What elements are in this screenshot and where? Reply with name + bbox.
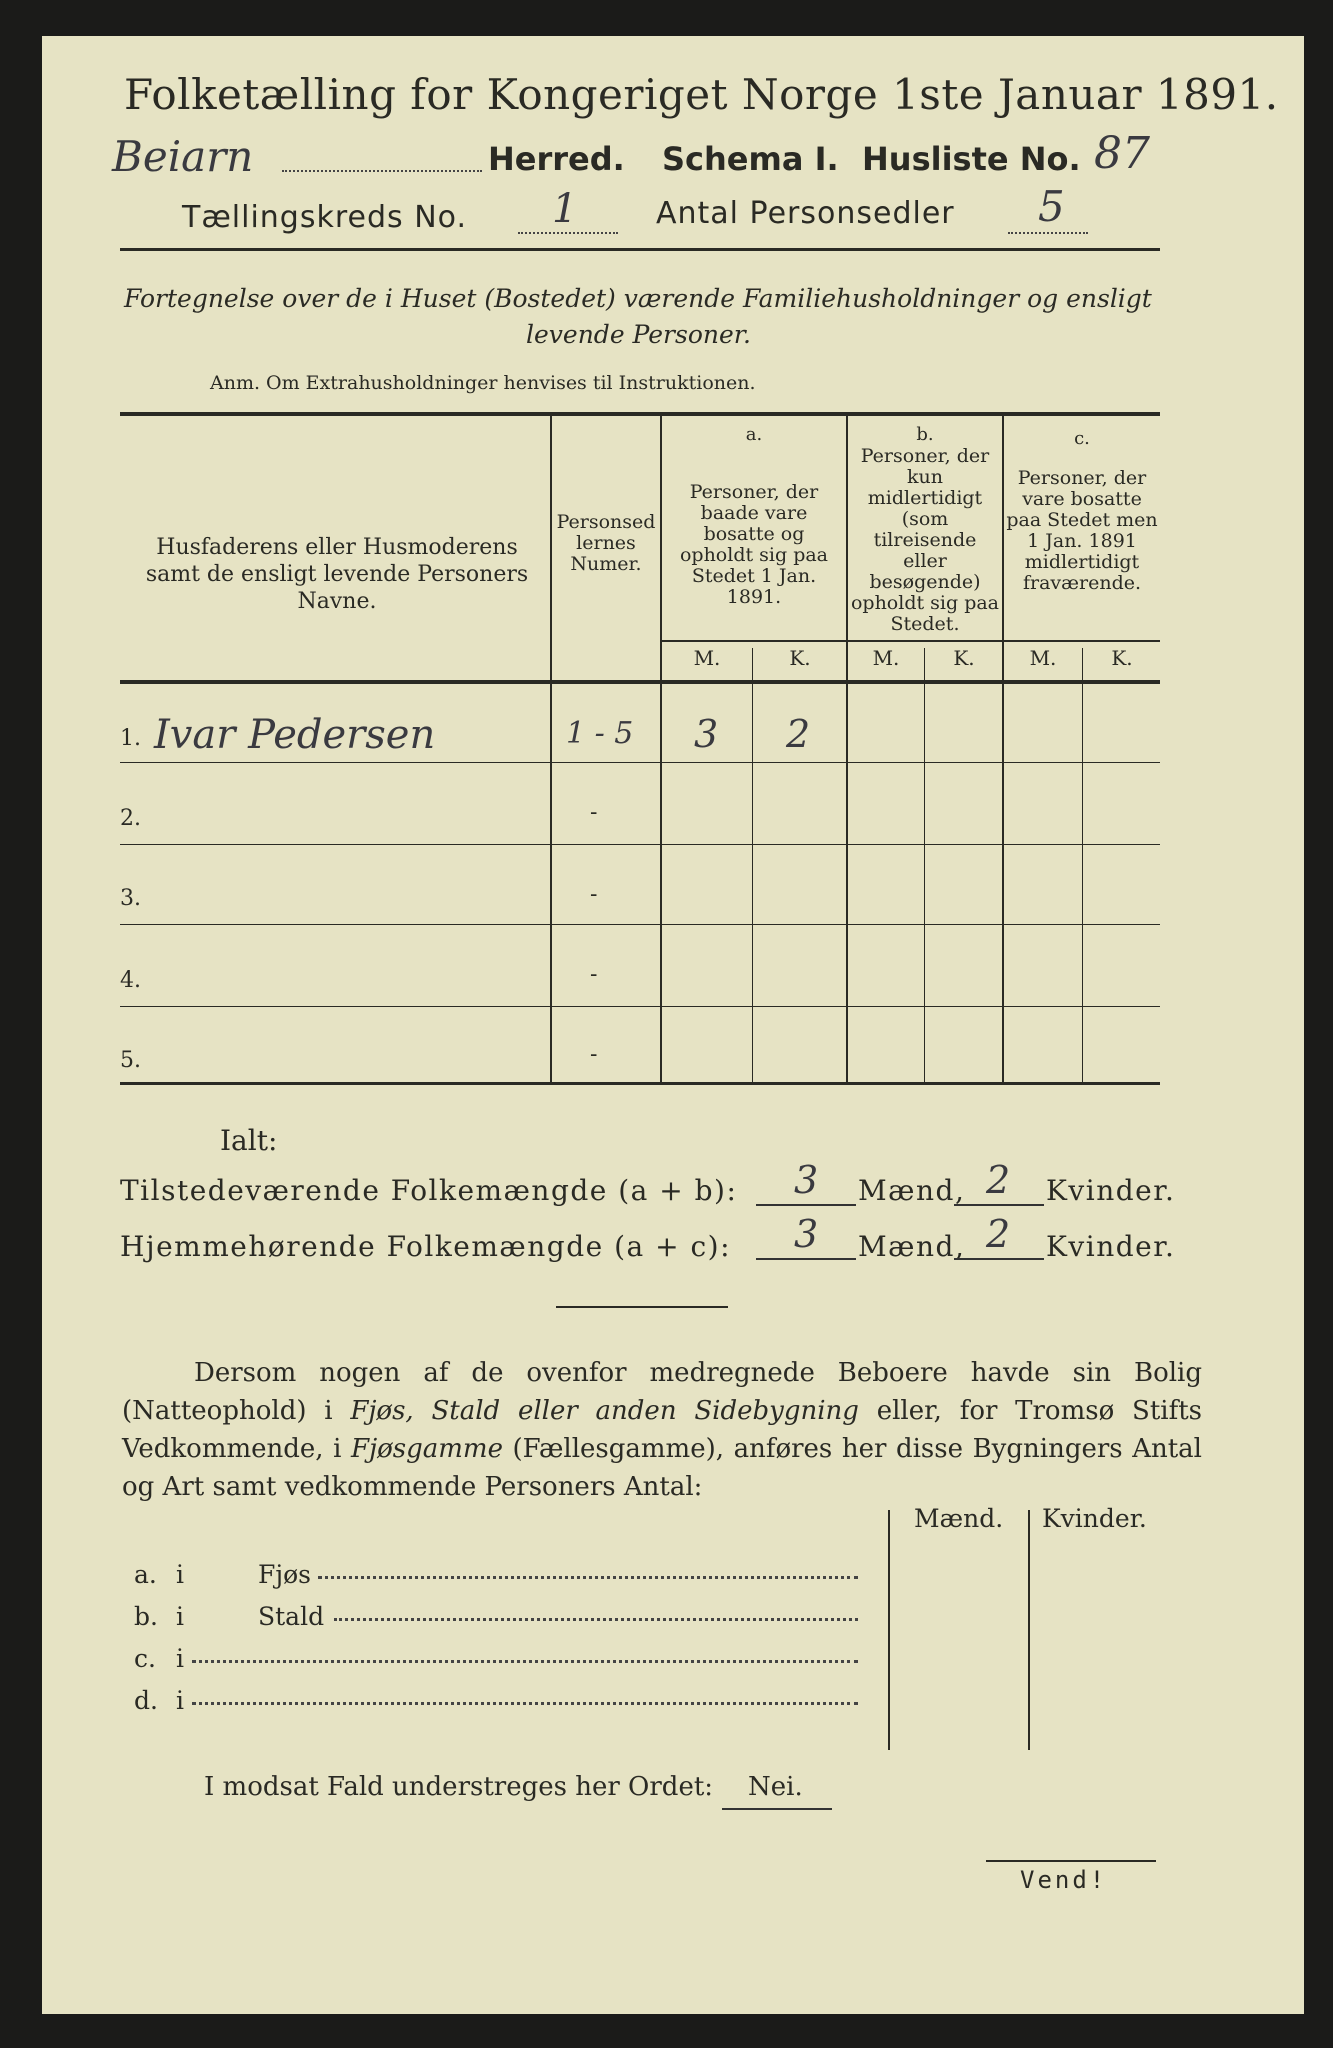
col-divider-b-mk — [924, 648, 925, 1082]
row-number: 2. — [120, 806, 141, 831]
nei-word: Nei. — [748, 1772, 803, 1802]
bygning-item-i: i — [176, 1560, 184, 1589]
vend-rule — [986, 1860, 1156, 1862]
vend-text: Vend! — [1020, 1866, 1108, 1894]
col-c-text: Personer, der vare bosatte paa Stedet men 1 Jan. 1891 midlertidigt fraværende. — [1006, 467, 1158, 594]
bygning-col-divider-2 — [1028, 1510, 1030, 1750]
bygning-item-i: i — [176, 1644, 184, 1673]
bygning-item-letter: d. — [134, 1686, 158, 1715]
hjemme-k-underline — [954, 1258, 1044, 1260]
col-b-text: Personer, der kun midlertidigt (som tilreisende eller besøgende) opholdt sig paa Stedet. — [850, 445, 1000, 635]
col-divider-c-mk — [1082, 648, 1083, 1082]
tilstede-label: Tilstedeværende Folkemængde (a + b): — [120, 1174, 738, 1207]
intro-line1: Fortegnelse over de i Huset (Bostedet) værende Familiehusholdninger og ensligt — [124, 284, 1152, 313]
col-divider-2 — [660, 416, 662, 1082]
row-rule — [120, 844, 1160, 845]
col-name-header: Husfaderens eller Husmoderens samt de ensligt levende Personers Navne. — [145, 535, 529, 614]
bygning-item-letter: a. — [134, 1560, 157, 1589]
personsedler-label: Antal Personsedler — [656, 196, 955, 231]
row-number: 1. — [120, 726, 141, 751]
anm-note: Anm. Om Extrahusholdninger henvises til Instruktionen. — [210, 372, 756, 394]
intro-line2: levende Personer. — [526, 320, 751, 349]
hjemme-label: Hjemmehørende Folkemængde (a + c): — [120, 1230, 731, 1263]
hjemme-maend: Mænd, — [858, 1230, 966, 1263]
bygning-col-maend: Mænd. — [914, 1504, 1004, 1533]
table-bottom-rule — [120, 1082, 1160, 1085]
row-persnum: 1 - 5 — [566, 716, 634, 751]
bygning-para-italic1: Fjøs, Stald eller anden Sidebygning — [350, 1396, 859, 1426]
personsedler-dotted-line — [1008, 232, 1088, 234]
husliste-value: 87 — [1094, 128, 1150, 179]
mk-header-rule — [662, 640, 1160, 642]
col-c-k-label: K. — [1111, 646, 1133, 670]
tilstede-k-underline — [954, 1204, 1044, 1206]
bygning-item-dots — [192, 1660, 858, 1663]
schema-label: Schema I. — [662, 140, 839, 178]
header-rule — [120, 248, 1160, 251]
bygning-para-3: (Fællesgamme), anføres her disse Bygningers Antal og Art samt vedkommende Personers Antal: — [122, 1434, 1202, 1502]
col-num-header: Personsedlernes Numer. — [556, 511, 656, 575]
bygning-item-label: Fjøs — [258, 1560, 311, 1589]
tilstede-k-value: 2 — [986, 1158, 1011, 1202]
hjemme-m-underline — [756, 1258, 856, 1260]
separator-rule — [556, 1306, 728, 1308]
tilstede-maend: Mænd, — [858, 1174, 966, 1207]
herred-dotted-line — [282, 170, 482, 172]
bygning-para-italic2: Fjøsgamme — [351, 1434, 503, 1464]
bygning-para-2: eller, for Tromsø Stifts Vedkommende, i — [122, 1396, 1202, 1464]
bygning-paragraph — [122, 1354, 1202, 1506]
col-b-k-label: K. — [953, 646, 975, 670]
herred-label: Herred. — [488, 140, 625, 178]
row-a-k: 2 — [786, 712, 811, 756]
table-header-bottom-rule — [120, 680, 1160, 684]
table-top-rule — [120, 412, 1160, 416]
hjemme-k-value: 2 — [986, 1212, 1011, 1256]
row-number: 4. — [120, 968, 141, 993]
bygning-col-divider-1 — [888, 1510, 890, 1750]
nei-underline — [722, 1808, 832, 1810]
col-divider-4 — [1002, 416, 1004, 1082]
col-b-m-label: M. — [872, 646, 900, 670]
bygning-item-dots — [192, 1702, 858, 1705]
tilstede-kvinder: Kvinder. — [1046, 1174, 1176, 1207]
col-c-m-label: M. — [1029, 646, 1057, 670]
col-c-letter: c. — [1074, 428, 1090, 449]
hjemme-kvinder: Kvinder. — [1046, 1230, 1176, 1263]
row-rule — [120, 762, 1160, 763]
form-title: Folketælling for Kongeriget Norge 1ste Januar 1891. — [124, 70, 1279, 119]
row-persnum: - — [590, 1042, 598, 1067]
row-name: Ivar Pedersen — [154, 712, 436, 758]
ialt-label: Ialt: — [220, 1124, 278, 1157]
row-number: 3. — [120, 886, 141, 911]
col-divider-3 — [846, 416, 848, 1082]
bygning-item-dots — [318, 1576, 858, 1579]
row-persnum: - — [590, 962, 598, 987]
row-rule — [120, 1006, 1160, 1007]
row-rule — [120, 924, 1160, 925]
row-persnum: - — [590, 800, 598, 825]
col-divider-1 — [550, 416, 552, 1082]
tilstede-m-value: 3 — [794, 1158, 819, 1202]
husliste-label: Husliste No. — [862, 140, 1081, 178]
taellingskreds-dotted-line — [518, 232, 618, 234]
bygning-para-1: Dersom nogen af de ovenfor medregnede Beboere havde sin Bolig (Natteophold) i — [122, 1358, 1202, 1426]
bygning-item-letter: c. — [134, 1644, 156, 1673]
row-persnum: - — [590, 882, 598, 907]
hjemme-m-value: 3 — [794, 1212, 819, 1256]
row-number: 5. — [120, 1048, 141, 1073]
row-a-m: 3 — [694, 712, 719, 756]
col-a-letter: a. — [745, 424, 763, 445]
col-b-letter: b. — [916, 424, 934, 445]
modsat-text: I modsat Fald understreges her Ordet: — [204, 1772, 714, 1802]
col-a-k-label: K. — [789, 646, 811, 670]
taellingskreds-value: 1 — [552, 186, 578, 232]
col-a-text: Personer, der baade vare bosatte og opholdt sig paa Stedet 1 Jan. 1891. — [679, 481, 829, 608]
bygning-item-dots — [334, 1618, 858, 1621]
census-form-sheet — [42, 36, 1304, 2014]
personsedler-value: 5 — [1038, 182, 1065, 231]
bygning-item-i: i — [176, 1686, 184, 1715]
col-a-m-label: M. — [693, 646, 721, 670]
bygning-item-letter: b. — [134, 1602, 158, 1631]
bygning-item-i: i — [176, 1602, 184, 1631]
bygning-item-label: Stald — [258, 1602, 325, 1631]
tilstede-m-underline — [756, 1204, 856, 1206]
bygning-col-kvinder: Kvinder. — [1042, 1504, 1147, 1533]
col-divider-a-mk — [752, 648, 753, 1082]
taellingskreds-label: Tællingskreds No. — [182, 200, 467, 235]
herred-handwritten: Beiarn — [112, 132, 254, 181]
